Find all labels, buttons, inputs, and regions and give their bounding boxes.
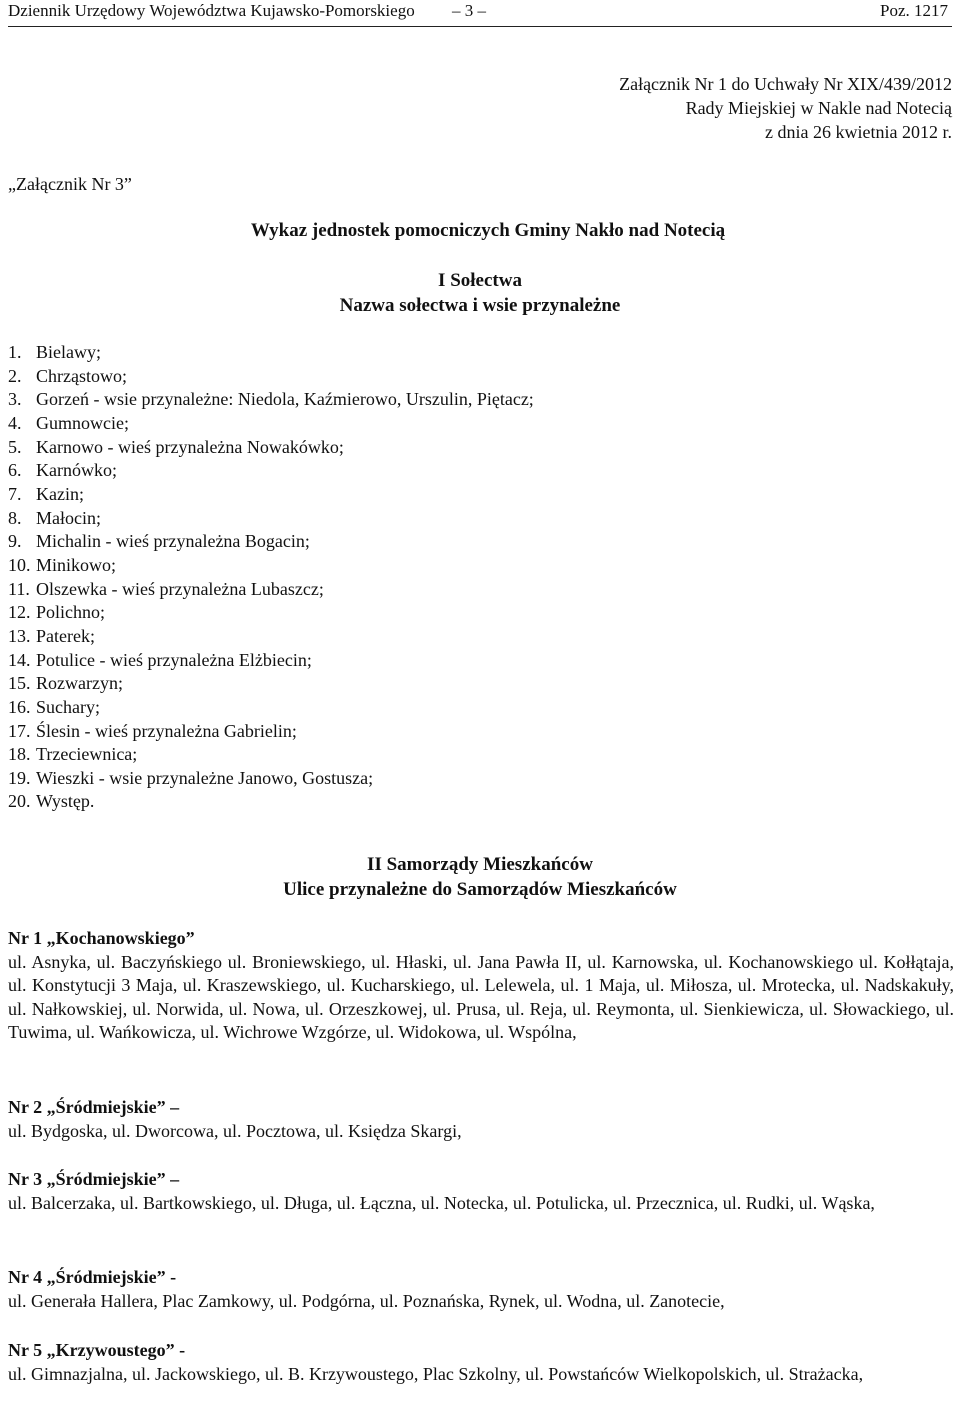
list-item: 4. Gumnowcie; (8, 412, 129, 433)
list-item: 11. Olszewka - wieś przynależna Lubaszcz; (8, 578, 324, 599)
position-number: Poz. 1217 (880, 1, 948, 20)
section-2-heading (0, 852, 960, 902)
district-group-2 (8, 1096, 954, 1143)
list-item: 12. Polichno; (8, 602, 106, 623)
section-1-heading (0, 268, 960, 318)
list-item: 5. Karnowo - wieś przynależna Nowakówko; (8, 436, 344, 457)
section-1-title: I Sołectwa (438, 270, 522, 291)
list-item: 8. Małocin; (8, 507, 101, 528)
district-heading: Nr 5 „Krzywoustego” - (8, 1340, 186, 1360)
section-2-title: II Samorządy Mieszkańców (367, 854, 593, 875)
page-header (8, 0, 952, 27)
list-item: 16. Suchary; (8, 696, 100, 717)
annex-reference (619, 72, 952, 144)
list-item: 17. Ślesin - wieś przynależna Gabrielin; (8, 720, 297, 741)
district-heading: Nr 3 „Śródmiejskie” – (8, 1169, 180, 1189)
village-list (8, 341, 534, 814)
district-group-3 (8, 1168, 954, 1215)
section-1-subtitle: Nazwa sołectwa i wsie przynależne (339, 295, 621, 316)
district-heading: Nr 4 „Śródmiejskie” - (8, 1267, 177, 1287)
district-streets: ul. Generała Hallera, Plac Zamkowy, ul. Podgórna, ul. Poznańska, Rynek, ul. Wodna, ul. Zanotecie, (8, 1290, 725, 1311)
district-streets: ul. Balcerzaka, ul. Bartkowskiego, ul. Długa, ul. Łączna, ul. Notecka, ul. Potulicka, ul. Przecznica, ul. Rudki, ul. Wąska, (8, 1192, 875, 1213)
list-item: 15. Rozwarzyn; (8, 673, 123, 694)
district-group-1 (8, 927, 954, 1045)
journal-name: Dziennik Urzędowy Województwa Kujawsko-Pomorskiego (8, 1, 415, 20)
list-item: 20. Występ. (8, 791, 95, 812)
list-item: 14. Potulice - wieś przynależna Elżbiecin; (8, 649, 312, 670)
page-number: – 3 – (452, 1, 486, 20)
district-streets: ul. Bydgoska, ul. Dworcowa, ul. Pocztowa, ul. Księdza Skargi, (8, 1120, 462, 1141)
list-item: 1. Bielawy; (8, 342, 101, 362)
annex-line-1: Załącznik Nr 1 do Uchwały Nr XIX/439/2012 (619, 74, 952, 94)
section-2-subtitle: Ulice przynależne do Samorządów Mieszkańców (283, 879, 677, 900)
district-group-4 (8, 1266, 954, 1313)
attachment-label: „Załącznik Nr 3” (8, 174, 132, 194)
list-item: 6. Karnówko; (8, 460, 117, 481)
annex-line-3: z dnia 26 kwietnia 2012 r. (765, 122, 952, 142)
list-item: 13. Paterek; (8, 625, 95, 646)
district-group-5 (8, 1339, 954, 1386)
list-item: 18. Trzeciewnica; (8, 744, 138, 765)
district-heading: Nr 1 „Kochanowskiego” (8, 928, 195, 948)
district-streets: ul. Gimnazjalna, ul. Jackowskiego, ul. B. Krzywoustego, Plac Szkolny, ul. Powstańców Wielkopolskich, ul. Strażacka, (8, 1363, 864, 1384)
list-item: 19. Wieszki - wsie przynależne Janowo, Gostusza; (8, 767, 374, 788)
list-item: 10. Minikowo; (8, 554, 117, 575)
list-item: 7. Kazin; (8, 483, 84, 504)
document-title: Wykaz jednostek pomocniczych Gminy Nakło nad Notecią (250, 220, 726, 241)
district-streets: ul. Asnyka, ul. Baczyńskiego ul. Broniewskiego, ul. Hłaski, ul. Jana Pawła II, ul. Karnowska, ul. Kochanowskiego ul. Kołłątaja, ul. Konstytucji 3 Maja, ul. Kraszewskiego, ul. Kucharskiego, ul. Lelewela, ul. 1 Maja, ul. Miłosza, ul. Mrotecka, ul. Nadskakuły, ul. Nałkowskiej, ul. Norwida, ul. Nowa, ul. Orzeszkowej, ul. Prusa, ul. Reja, ul. Reymonta, ul. Sienkiewicza, ul. Słowackiego, ul. Tuwima, ul. Wańkowicza, ul. Wichrowe Wzgórze, ul. Widokowa, ul. Wspólna, (8, 951, 954, 1042)
district-heading: Nr 2 „Śródmiejskie” – (8, 1097, 180, 1117)
list-item: 3. Gorzeń - wsie przynależne: Niedola, Kaźmierowo, Urszulin, Piętacz; (8, 389, 534, 410)
annex-line-2: Rady Miejskiej w Nakle nad Notecią (685, 98, 952, 118)
list-item: 2. Chrząstowo; (8, 365, 127, 386)
list-item: 9. Michalin - wieś przynależna Bogacin; (8, 531, 310, 552)
